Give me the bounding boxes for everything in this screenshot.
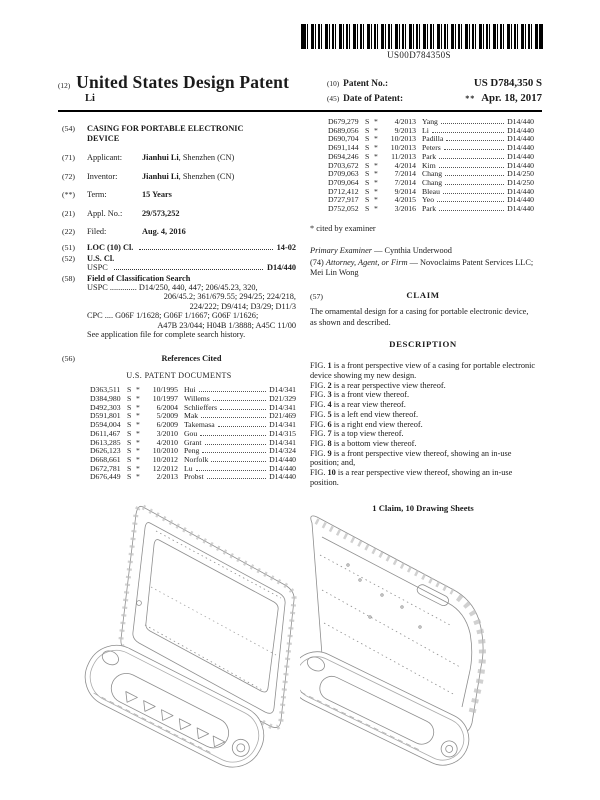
dot-leader xyxy=(444,149,504,150)
inid-21: (21) xyxy=(62,208,75,218)
fig-prefix: FIG. xyxy=(310,390,326,400)
fig-number: 3 xyxy=(327,390,332,400)
ref-date: 2/2013 xyxy=(156,472,178,482)
field-58-search xyxy=(62,274,296,340)
figure-description-line xyxy=(310,439,536,449)
ref-inventor-name: Norfolk xyxy=(184,454,209,464)
field-72-inventor xyxy=(62,172,296,181)
ref-date: 3/2010 xyxy=(156,428,178,438)
ref-kind-code: S xyxy=(365,134,370,144)
ref-patent-number: D676,449 xyxy=(90,472,121,482)
patent-no-value: US D784,350 S xyxy=(473,77,542,89)
ref-inventor-name: Takemasa xyxy=(184,420,215,430)
ref-date: 4/2014 xyxy=(394,160,416,170)
attorney-label: Attorney, Agent, or Firm xyxy=(325,258,408,268)
ref-classification: D14/440 xyxy=(269,472,296,482)
ref-kind-code: S xyxy=(127,428,132,438)
search-cpc-line: A47B 23/044; H04B 1/3888; A45C 11/00 xyxy=(157,320,296,330)
ref-date: 10/2013 xyxy=(390,134,416,144)
search-uspc-line: 206/45.2; 361/679.55; 294/25; 224/218, xyxy=(163,292,296,302)
ref-patent-number: D691,144 xyxy=(328,143,359,153)
left-column xyxy=(62,124,296,482)
dot-leader xyxy=(213,400,266,401)
fig-text: is a right end view thereof. xyxy=(333,419,423,429)
ref-classification: D14/250 xyxy=(507,177,534,187)
ref-kind-code: S xyxy=(365,151,370,161)
figure-descriptions xyxy=(310,361,536,487)
fig-prefix: FIG. xyxy=(310,361,326,371)
header-right xyxy=(327,77,542,107)
ref-cited-star: * xyxy=(374,204,378,214)
applicant-label: Applicant: xyxy=(87,153,123,163)
inid-term: (**) xyxy=(62,190,75,200)
reference-row xyxy=(90,473,296,482)
barcode-text: US00D784350S xyxy=(387,50,451,60)
ref-classification: D14/440 xyxy=(507,143,534,153)
dot-leader xyxy=(432,132,504,133)
ref-inventor-name: Grant xyxy=(184,437,202,447)
dot-leader xyxy=(445,184,504,185)
ref-patent-number: D363,511 xyxy=(90,385,121,395)
cited-by-examiner-note: * cited by examiner xyxy=(310,223,376,233)
dash: — xyxy=(374,246,383,256)
dot-leader xyxy=(199,391,267,392)
barcode xyxy=(301,24,543,49)
ref-patent-number: D611,467 xyxy=(90,428,121,438)
applicant-name: Jianhui Li xyxy=(142,153,179,163)
ref-inventor-name: Bleau xyxy=(422,186,440,196)
document-title: United States Design Patent xyxy=(76,72,290,92)
ref-date: 5/2009 xyxy=(156,411,178,421)
ref-classification: D14/440 xyxy=(269,454,296,464)
figure-description-line xyxy=(310,381,536,391)
ref-inventor-name: Chang xyxy=(422,169,443,179)
dot-leader xyxy=(218,426,266,427)
inid-12: (12) xyxy=(58,81,71,90)
filed-label: Filed: xyxy=(87,227,107,237)
ref-date: 3/2016 xyxy=(394,204,416,214)
right-column xyxy=(310,118,536,513)
inventor-label: Inventor: xyxy=(87,171,118,181)
inid-58: (58) xyxy=(62,273,75,283)
ref-patent-number: D594,004 xyxy=(90,420,121,430)
figure-description-line xyxy=(310,420,536,430)
uspc-label: USPC xyxy=(87,263,108,273)
ref-date: 10/1995 xyxy=(152,385,178,395)
claim-text: The ornamental design for a casing for portable electronic device, as shown and described. xyxy=(310,307,529,327)
ref-kind-code: S xyxy=(365,125,370,135)
inventor-location: , Shenzhen (CN) xyxy=(178,171,235,181)
filed-value: Aug. 4, 2016 xyxy=(142,227,186,237)
uspc-value: D14/440 xyxy=(266,263,296,273)
ref-date: 10/2012 xyxy=(152,454,178,464)
primary-examiner-line xyxy=(310,246,536,256)
ref-patent-number: D492,303 xyxy=(90,402,121,412)
ref-classification: D14/341 xyxy=(269,385,296,395)
ref-cited-star: * xyxy=(136,446,140,456)
fig-text: is a bottom view thereof. xyxy=(333,438,417,448)
ref-date: 6/2009 xyxy=(156,420,178,430)
ref-kind-code: S xyxy=(365,186,370,196)
fig-prefix: FIG. xyxy=(310,429,326,439)
search-history-note: See application file for complete search history. xyxy=(87,330,246,340)
dot-leader xyxy=(441,123,504,124)
ref-classification: D14/440 xyxy=(507,117,534,126)
inid-22: (22) xyxy=(62,227,75,237)
inid-51: (51) xyxy=(62,243,75,253)
dot-leader xyxy=(139,249,272,250)
figure-description-line xyxy=(310,429,536,439)
ref-cited-star: * xyxy=(136,394,140,404)
fig-prefix: FIG. xyxy=(310,380,326,390)
ref-classification: D14/324 xyxy=(269,446,296,456)
ref-cited-star: * xyxy=(374,134,378,144)
description-heading: DESCRIPTION xyxy=(389,338,457,349)
fig-text: is a rear view thereof. xyxy=(333,400,406,410)
ref-inventor-name: Yang xyxy=(422,117,438,126)
claim-heading-row xyxy=(310,291,536,301)
figure-description-line xyxy=(310,361,536,380)
ref-kind-code: S xyxy=(127,385,132,395)
ref-classification: D14/440 xyxy=(507,151,534,161)
ref-inventor-name: Peng xyxy=(184,446,200,456)
ref-patent-number: D709,063 xyxy=(328,169,359,179)
appl-no-label: Appl. No.: xyxy=(87,208,123,218)
dot-leader xyxy=(445,175,504,176)
field-54-title xyxy=(62,124,296,144)
ref-classification: D14/341 xyxy=(269,402,296,412)
ref-classification: D14/341 xyxy=(269,437,296,447)
dot-leader xyxy=(437,201,504,202)
ref-kind-code: S xyxy=(127,394,132,404)
reference-row xyxy=(328,205,534,214)
ref-date: 4/2015 xyxy=(394,195,416,205)
ref-patent-number: D727,917 xyxy=(328,195,359,205)
ref-patent-number: D384,980 xyxy=(90,394,121,404)
field-21-appl-no xyxy=(62,209,296,218)
fig-prefix: FIG. xyxy=(310,438,326,448)
ref-date: 4/2010 xyxy=(156,437,178,447)
ref-kind-code: S xyxy=(365,143,370,153)
fig-prefix: FIG. xyxy=(310,448,326,458)
ref-inventor-name: Park xyxy=(422,151,437,161)
fig-number: 8 xyxy=(327,438,332,448)
figure-description-line xyxy=(310,390,536,400)
ref-cited-star: * xyxy=(136,402,140,412)
fig-number: 10 xyxy=(327,468,336,478)
fig-number: 2 xyxy=(327,380,332,390)
dash: — xyxy=(409,258,418,268)
fig-number: 9 xyxy=(327,448,332,458)
search-uspc-line: USPC ............. D14/250, 440, 447; 206/45.23, 320, xyxy=(87,283,258,293)
dot-leader xyxy=(200,435,266,436)
dot-leader xyxy=(196,470,267,471)
inid-52: (52) xyxy=(62,253,75,263)
inid-57: (57) xyxy=(310,292,323,302)
fig-text: is a top view thereof. xyxy=(333,429,404,439)
ref-inventor-name: Peters xyxy=(422,143,441,153)
ref-inventor-name: Lu xyxy=(184,463,193,473)
search-uspc-line: 224/222; D9/414; D3/29; D11/3 xyxy=(189,301,296,311)
ref-date: 4/2013 xyxy=(394,117,416,126)
field-52-us-cl xyxy=(62,254,296,273)
field-term xyxy=(62,190,296,199)
ref-classification: D14/440 xyxy=(507,125,534,135)
ref-cited-star: * xyxy=(374,143,378,153)
term-label: Term: xyxy=(87,190,107,200)
ref-cited-star: * xyxy=(136,385,140,395)
ref-classification: D21/469 xyxy=(269,411,296,421)
ref-date: 9/2013 xyxy=(394,125,416,135)
ref-patent-number: D591,801 xyxy=(90,411,121,421)
ref-date: 12/2012 xyxy=(152,463,178,473)
field-22-filed xyxy=(62,227,296,236)
references-table-right xyxy=(328,118,534,214)
search-cpc-line: CPC .... G06F 1/1628; G06F 1/1667; G06F 1/1626; xyxy=(87,311,259,321)
ref-date: 7/2014 xyxy=(394,177,416,187)
fig-text: is a rear perspective view thereof. xyxy=(333,380,446,390)
ref-inventor-name: Park xyxy=(422,204,437,214)
ref-inventor-name: Kim xyxy=(422,160,436,170)
ref-kind-code: S xyxy=(365,169,370,179)
ref-kind-code: S xyxy=(127,472,132,482)
attorney-firm-name: Novoclaims Patent Services LLC; Mei Lin Wong xyxy=(310,258,534,278)
claim-heading: CLAIM xyxy=(406,290,440,301)
patent-number-row xyxy=(327,77,542,89)
fig-prefix: FIG. xyxy=(310,400,326,410)
dot-leader xyxy=(443,193,504,194)
dot-leader xyxy=(211,461,266,462)
ref-classification: D14/315 xyxy=(269,428,296,438)
fig-number: 6 xyxy=(327,419,332,429)
date-row xyxy=(327,92,542,104)
ref-patent-number: D690,704 xyxy=(328,134,359,144)
ref-classification: D14/440 xyxy=(507,204,534,214)
ref-inventor-name: Chang xyxy=(422,177,443,187)
ref-date: 10/2010 xyxy=(152,446,178,456)
dot-leader xyxy=(439,167,504,168)
ref-date: 7/2014 xyxy=(394,169,416,179)
ref-patent-number: D712,412 xyxy=(328,186,359,196)
ref-kind-code: S xyxy=(365,117,370,126)
ref-kind-code: S xyxy=(127,420,132,430)
header-rule xyxy=(58,110,542,112)
ref-cited-star: * xyxy=(374,177,378,187)
figure-description-line xyxy=(310,400,536,410)
ref-kind-code: S xyxy=(127,437,132,447)
ref-patent-number: D694,246 xyxy=(328,151,359,161)
ref-classification: D14/440 xyxy=(507,134,534,144)
ref-classification: D14/440 xyxy=(507,160,534,170)
inid-74: (74) xyxy=(310,258,324,268)
ref-classification: D21/329 xyxy=(269,394,296,404)
ref-patent-number: D679,279 xyxy=(328,117,359,126)
dot-leader xyxy=(446,140,504,141)
us-cl-label: U.S. Cl. xyxy=(87,253,115,263)
ref-inventor-name: Padilla xyxy=(422,134,444,144)
fig-number: 4 xyxy=(327,400,332,410)
ref-kind-code: S xyxy=(127,454,132,464)
ref-patent-number: D668,661 xyxy=(90,454,121,464)
inid-56: (56) xyxy=(62,353,75,363)
fig-prefix: FIG. xyxy=(310,409,326,419)
ref-patent-number: D752,052 xyxy=(328,204,359,214)
fig-text: is a front view thereof. xyxy=(333,390,410,400)
ref-inventor-name: Li xyxy=(422,125,429,135)
dot-leader xyxy=(439,210,504,211)
ref-kind-code: S xyxy=(365,177,370,187)
fig-number: 1 xyxy=(327,361,332,371)
ref-cited-star: * xyxy=(374,160,378,170)
drawing-rear-perspective-view xyxy=(300,495,560,795)
dot-leader xyxy=(114,269,263,270)
dot-leader xyxy=(202,452,266,453)
figure-description-line xyxy=(310,468,536,487)
ref-date: 10/1997 xyxy=(152,394,178,404)
ref-cited-star: * xyxy=(136,463,140,473)
ref-cited-star: * xyxy=(136,472,140,482)
ref-kind-code: S xyxy=(127,411,132,421)
us-patent-documents-heading: U.S. PATENT DOCUMENTS xyxy=(126,370,232,380)
inid-54: (54) xyxy=(62,124,75,133)
ref-kind-code: S xyxy=(365,195,370,205)
ref-cited-star: * xyxy=(136,437,140,447)
field-71-applicant xyxy=(62,153,296,162)
drawing-front-perspective-view xyxy=(55,495,315,795)
figure-description-line xyxy=(310,410,536,420)
ref-kind-code: S xyxy=(127,446,132,456)
ref-cited-star: * xyxy=(136,411,140,421)
inid-10: (10) xyxy=(327,79,340,88)
dot-leader xyxy=(207,478,266,479)
fig-text: is a front perspective view thereof, showing an in-use position; and, xyxy=(310,448,512,468)
ref-patent-number: D626,123 xyxy=(90,446,121,456)
ref-classification: D14/440 xyxy=(507,195,534,205)
ref-inventor-name: Gou xyxy=(184,428,198,438)
references-table-left xyxy=(90,386,296,482)
figure-description-line xyxy=(310,449,536,468)
invention-title: CASING FOR PORTABLE ELECTRONIC DEVICE xyxy=(87,124,244,144)
inid-72: (72) xyxy=(62,171,75,181)
ref-classification: D14/341 xyxy=(269,420,296,430)
fig-text: is a left end view thereof. xyxy=(333,409,419,419)
ref-classification: D14/250 xyxy=(507,169,534,179)
references-cited-heading: References Cited xyxy=(161,353,222,363)
ref-classification: D14/440 xyxy=(269,463,296,473)
date-value: Apr. 18, 2017 xyxy=(481,92,542,104)
ref-classification: D14/440 xyxy=(507,186,534,196)
ref-inventor-name: Probst xyxy=(184,472,204,482)
date-value-group xyxy=(465,92,542,104)
ref-cited-star: * xyxy=(374,169,378,179)
fig-number: 5 xyxy=(327,409,332,419)
loc-value: 14-02 xyxy=(276,243,296,253)
ref-cited-star: * xyxy=(374,151,378,161)
inventor-surname: Li xyxy=(85,93,95,104)
primary-examiner-name: Cynthia Underwood xyxy=(384,246,452,256)
fig-text: is a rear perspective view thereof, showing an in-use position. xyxy=(310,468,513,487)
primary-examiner-label: Primary Examiner xyxy=(310,246,372,256)
ref-cited-star: * xyxy=(374,117,378,126)
ref-date: 6/2004 xyxy=(156,402,178,412)
ref-date: 9/2014 xyxy=(394,186,416,196)
ref-cited-star: * xyxy=(374,186,378,196)
ref-patent-number: D672,781 xyxy=(90,463,121,473)
date-label: Date of Patent: xyxy=(343,94,404,104)
ref-date: 11/2013 xyxy=(391,151,416,161)
ref-cited-star: * xyxy=(374,125,378,135)
attorney-line xyxy=(310,258,536,278)
ref-cited-star: * xyxy=(136,428,140,438)
ref-kind-code: S xyxy=(127,402,132,412)
dot-leader xyxy=(220,409,266,410)
inid-71: (71) xyxy=(62,153,75,163)
appl-no-value: 29/573,252 xyxy=(142,208,180,218)
applicant-location: , Shenzhen (CN) xyxy=(178,153,235,163)
ref-cited-star: * xyxy=(136,420,140,430)
inid-45: (45) xyxy=(327,94,340,103)
ref-cited-star: * xyxy=(374,195,378,205)
fig-prefix: FIG. xyxy=(310,468,326,478)
dot-leader xyxy=(439,158,504,159)
dot-leader xyxy=(205,444,267,445)
field-51-loc xyxy=(62,243,296,252)
fig-number: 7 xyxy=(327,429,332,439)
ref-patent-number: D703,672 xyxy=(328,160,359,170)
ref-inventor-name: Mak xyxy=(184,411,199,421)
ref-inventor-name: Yeo xyxy=(422,195,435,205)
ref-kind-code: S xyxy=(127,463,132,473)
search-field-label: Field of Classification Search xyxy=(87,273,191,283)
ref-patent-number: D689,056 xyxy=(328,125,359,135)
field-56-references xyxy=(62,354,296,363)
ref-kind-code: S xyxy=(365,160,370,170)
dot-leader xyxy=(201,417,266,418)
claims-sheets-note: 1 Claim, 10 Drawing Sheets xyxy=(372,502,474,513)
ref-inventor-name: Schlieffers xyxy=(184,402,218,412)
inventor-name: Jianhui Li xyxy=(142,171,179,181)
fig-text: is a front perspective view of a casing for portable electronic device showing my new design. xyxy=(310,361,536,381)
ref-patent-number: D709,064 xyxy=(328,177,359,187)
ref-inventor-name: Willems xyxy=(184,394,210,404)
ref-kind-code: S xyxy=(365,204,370,214)
term-extension-stars: ** xyxy=(465,94,476,103)
loc-label: LOC (10) Cl. xyxy=(87,243,134,253)
ref-inventor-name: Hui xyxy=(184,385,196,395)
ref-date: 10/2013 xyxy=(390,143,416,153)
header-left xyxy=(58,72,289,104)
ref-cited-star: * xyxy=(136,454,140,464)
term-value: 15 Years xyxy=(142,190,172,200)
ref-patent-number: D613,285 xyxy=(90,437,121,447)
patent-no-label: Patent No.: xyxy=(343,79,389,89)
fig-prefix: FIG. xyxy=(310,419,326,429)
